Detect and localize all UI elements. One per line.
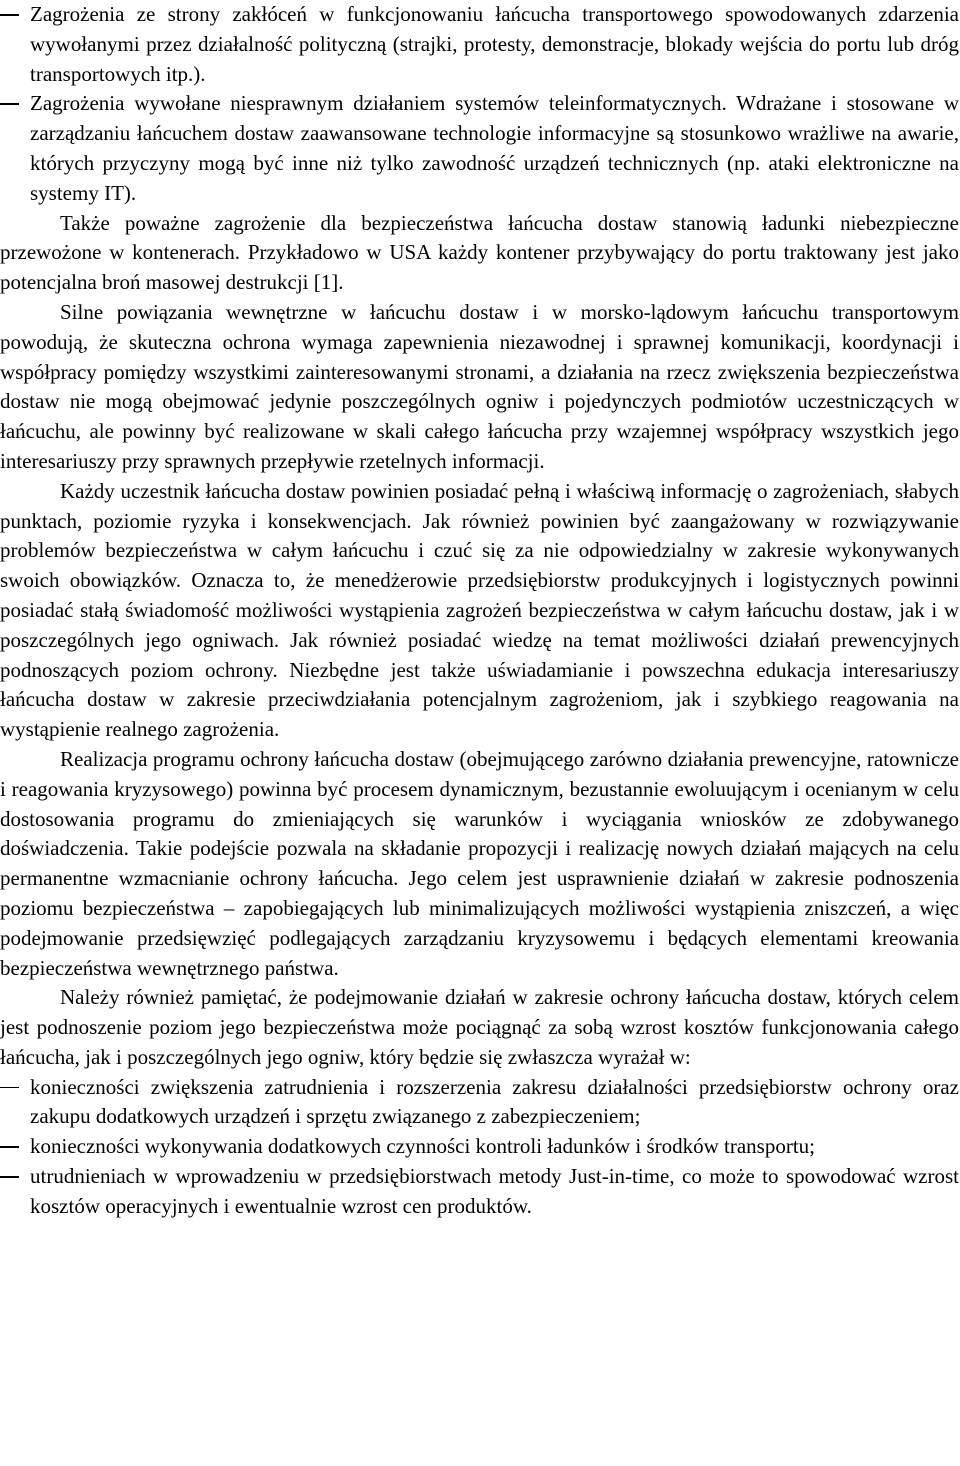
bullet-item	[0, 1073, 959, 1133]
bullet-text: Zagrożenia wywołane niesprawnym działaniem systemów teleinformatycznych. Wdrażane i stosowane w zarządzaniu łańcuchem dostaw zaawansowane technologie informacyjne są stosunkowo wrażliwe na awarie, których przyczyny mogą być inne niż tylko zawodność urządzeń technicznych (np. ataki elektroniczne na systemy IT).	[30, 91, 959, 205]
paragraph: Każdy uczestnik łańcucha dostaw powinien posiadać pełną i właściwą informację o zagrożeniach, słabych punktach, poziomie ryzyka i konsekwencjach. Jak również powinien być zaangażowany w rozwiązywanie problemów bezpieczeństwa w całym łańcuchu i czuć się za nie odpowiedzialny w zakresie wykonywanych swoich obowiązków. Oznacza to, że menedżerowie przedsiębiorstw produkcyjnych i logistycznych powinni posiadać stałą świadomość możliwości wystąpienia zagrożeń bezpieczeństwa w całym łańcuchu dostaw, jak i w poszczególnych jego ogniwach. Jak również posiadać wiedzę na temat możliwości działań prewencyjnych podnoszących poziom ochrony. Niezbędne jest także uświadamianie i powszechna edukacja interesariuszy łańcucha dostaw w zakresie przeciwdziałania potencjalnym zagrożeniom, jak i szybkiego reagowania na wystąpienie realnego zagrożenia.	[0, 478, 959, 742]
paragraph: Należy również pamiętać, że podejmowanie działań w zakresie ochrony łańcucha dostaw, których celem jest podnoszenie poziom jego bezpieczeństwa może pociągnąć za sobą wzrost kosztów funkcjonowania całego łańcucha, jak i poszczególnych jego ogniw, który będzie się zwłaszcza wyrażał w:	[0, 985, 959, 1069]
dash-marker	[0, 1176, 19, 1178]
bullet-item	[0, 1162, 959, 1222]
dash-marker	[0, 103, 19, 105]
dash-marker	[0, 1087, 19, 1089]
bullet-item	[0, 89, 959, 208]
bullet-text: utrudnieniach w wprowadzeniu w przedsiębiorstwach metody Just-in-time, co może to spowodować wzrost kosztów operacyjnych i ewentualnie wzrost cen produktów.	[30, 1164, 959, 1218]
dash-marker	[0, 14, 19, 16]
dash-marker	[0, 1146, 19, 1148]
bullet-item	[0, 0, 959, 89]
bullet-item	[0, 1132, 959, 1162]
bullet-text: konieczności wykonywania dodatkowych czynności kontroli ładunków i środków transportu;	[30, 1134, 816, 1159]
bullet-text: konieczności zwiększenia zatrudnienia i rozszerzenia zakresu działalności przedsiębiorstw ochrony oraz zakupu dodatkowych urządzeń i sprzętu związanego z zabezpieczeniem;	[30, 1074, 959, 1129]
paragraph: Realizacja programu ochrony łańcucha dostaw (obejmującego zarówno działania prewencyjne, ratownicze i reagowania kryzysowego) powinna być procesem dynamicznym, bezustannie ewoluującym i ocenianym w celu dostosowania programu do zmieniających się warunków i wyciągania wniosków ze zdobywanego doświadczenia. Takie podejście pozwala na składanie propozycji i realizację nowych działań mających na celu permanentne wzmacnianie ochrony łańcucha. Jego celem jest usprawnienie działań w zakresie podnoszenia poziomu bezpieczeństwa – zapobiegających lub minimalizujących możliwości wystąpienia zniszczeń, a więc podejmowanie przedsięwzięć podlegających zarządzaniu kryzysowemu i będących elementami kreowania bezpieczeństwa wewnętrznego państwa.	[0, 746, 959, 980]
paragraph: Także poważne zagrożenie dla bezpieczeństwa łańcucha dostaw stanowią ładunki niebezpieczne przewożone w kontenerach. Przykładowo w USA każdy kontener przybywający do portu traktowany jest jako potencjalna broń masowej destrukcji [1].	[0, 210, 959, 295]
paragraph: Silne powiązania wewnętrzne w łańcuchu dostaw i w morsko-lądowym łańcuchu transportowym powodują, że skuteczna ochrona wymaga zapewnienia niezawodnej i sprawnej komunikacji, koordynacji i współpracy pomiędzy wszystkimi zainteresowanymi stronami, a działania na rzecz zwiększenia bezpieczeństwa dostaw nie mogą obejmować jedynie poszczególnych ogniw i pojedynczych podmiotów uczestniczących w łańcuchu, ale powinny być realizowane w skali całego łańcucha przy wzajemnej współpracy wszystkich jego interesariuszy przy sprawnych przepływie rzetelnych informacji.	[0, 299, 959, 473]
bullet-text: Zagrożenia ze strony zakłóceń w funkcjonowaniu łańcucha transportowego spowodowanych zdarzenia wywołanymi przez działalność polityczną (strajki, protesty, demonstracje, blokady wejścia do portu lub dróg transportowych itp.).	[30, 2, 959, 86]
